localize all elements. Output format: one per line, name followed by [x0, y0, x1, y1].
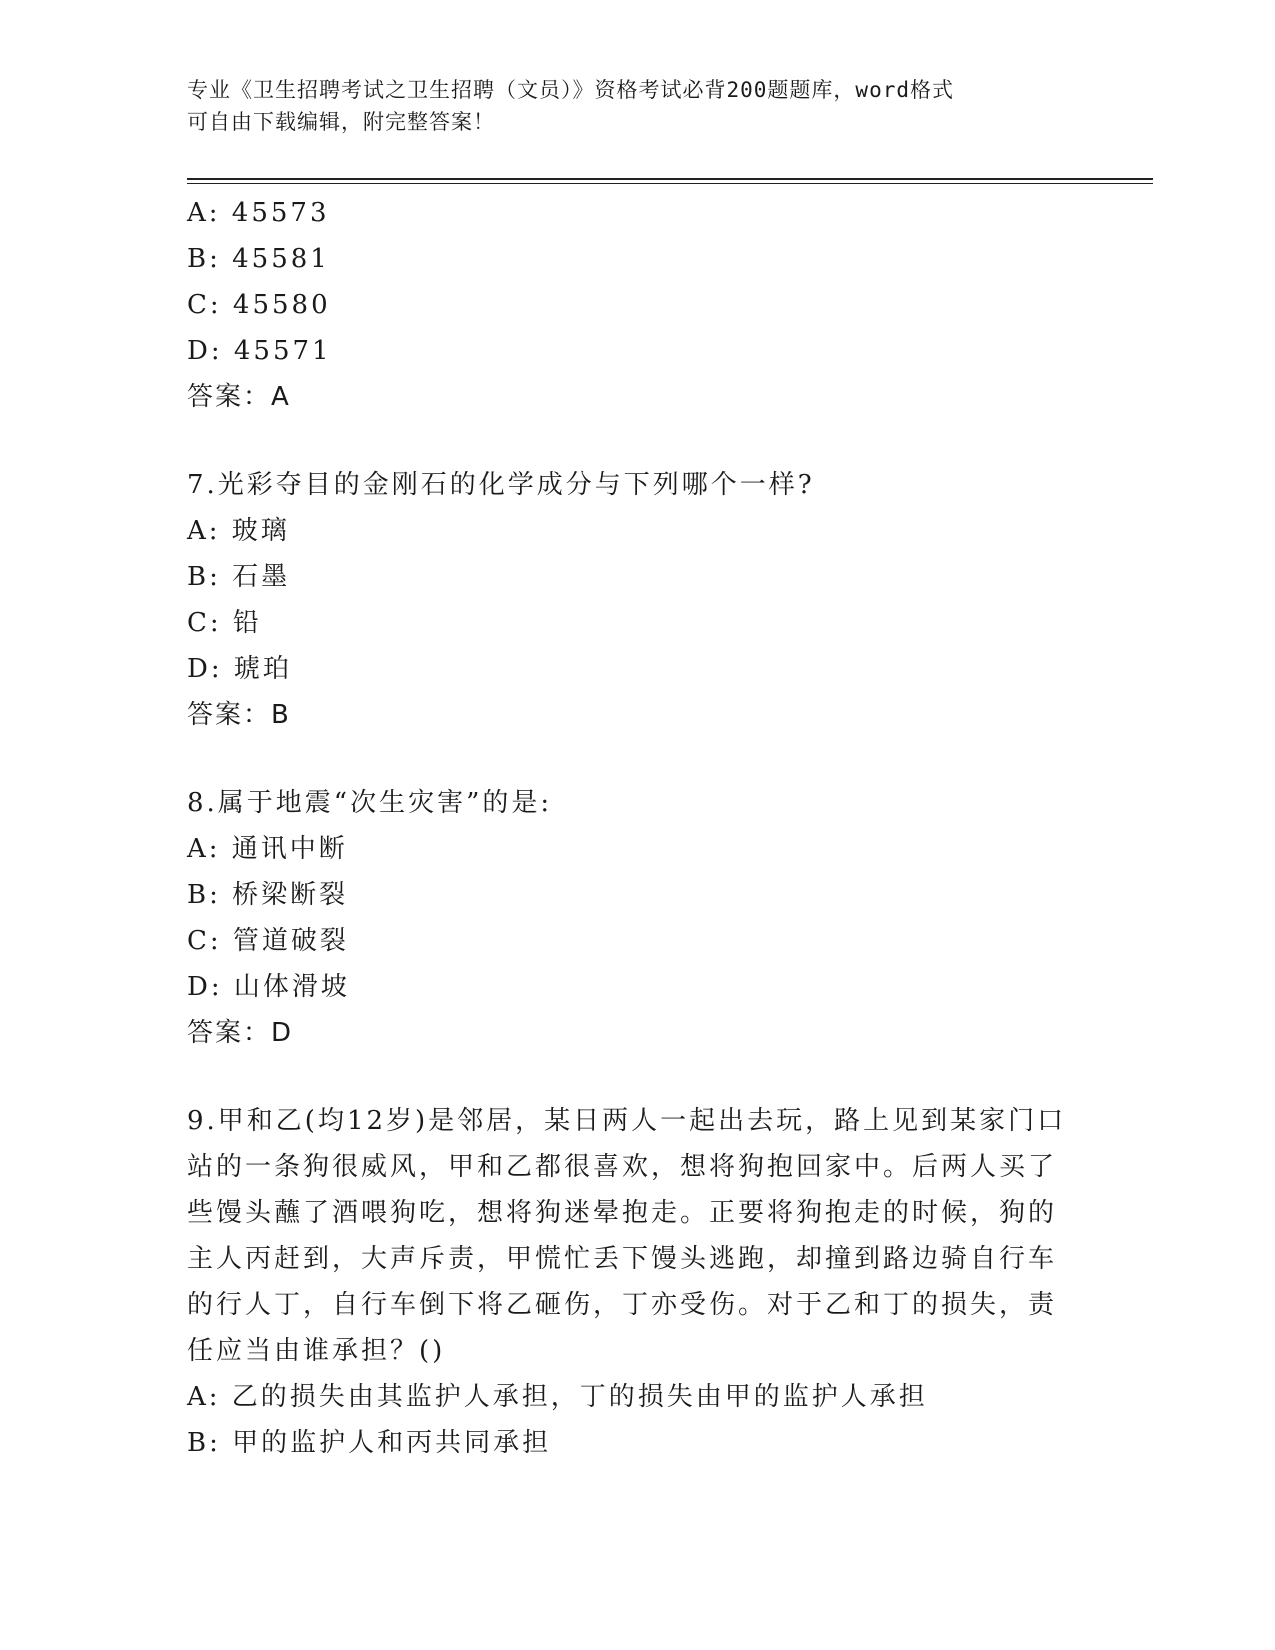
- header-title-line1: 专业《卫生招聘考试之卫生招聘（文员）》资格考试必背200题题库，word格式: [187, 78, 954, 102]
- question-text-line: 9.甲和乙(均12岁)是邻居，某日两人一起出去玩，路上见到某家门口: [187, 1106, 1067, 1136]
- question-text: 7.光彩夺目的金刚石的化学成分与下列哪个一样?: [187, 470, 815, 500]
- question-text-line: 些馒头蘸了酒喂狗吃，想将狗迷晕抱走。正要将狗抱走的时候，狗的: [187, 1198, 1058, 1228]
- document-header: [187, 74, 1067, 138]
- question-text: 8.属于地震“次生灾害”的是:: [187, 788, 553, 818]
- option-d: D: 山体滑坡: [187, 972, 350, 1002]
- option-a: A: 通讯中断: [187, 834, 348, 864]
- document-body: [187, 190, 1087, 1466]
- question-7: [187, 462, 1087, 738]
- question-9: [187, 1098, 1087, 1466]
- option-a: A: 45573: [187, 198, 330, 228]
- header-divider-thin: [187, 183, 1153, 184]
- answer: 答案：B: [187, 700, 291, 730]
- header-divider-thick: [187, 178, 1153, 180]
- question-text-line: 站的一条狗很威风，甲和乙都很喜欢，想将狗抱回家中。后两人买了: [187, 1152, 1058, 1182]
- question-6: [187, 190, 1087, 420]
- option-b: B: 甲的监护人和丙共同承担: [187, 1428, 552, 1458]
- option-c: C: 45580: [187, 290, 331, 320]
- question-8: [187, 780, 1087, 1056]
- option-c: C: 铅: [187, 608, 262, 638]
- header-title-line2: 可自由下载编辑，附完整答案！: [187, 110, 495, 134]
- option-c: C: 管道破裂: [187, 926, 349, 956]
- option-b: B: 45581: [187, 244, 330, 274]
- option-a: A: 乙的损失由其监护人承担，丁的损失由甲的监护人承担: [187, 1382, 928, 1412]
- option-b: B: 桥梁断裂: [187, 880, 349, 910]
- option-d: D: 45571: [187, 336, 332, 366]
- question-text-line: 任应当由谁承担？(): [187, 1336, 446, 1366]
- option-b: B: 石墨: [187, 562, 291, 592]
- question-text-line: 的行人丁，自行车倒下将乙砸伤，丁亦受伤。对于乙和丁的损失，责: [187, 1290, 1058, 1320]
- answer: 答案：D: [187, 1018, 294, 1048]
- option-a: A: 玻璃: [187, 516, 290, 546]
- answer: 答案：A: [187, 382, 291, 412]
- question-text-line: 主人丙赶到，大声斥责，甲慌忙丢下馒头逃跑，却撞到路边骑自行车: [187, 1244, 1058, 1274]
- option-d: D: 琥珀: [187, 654, 292, 684]
